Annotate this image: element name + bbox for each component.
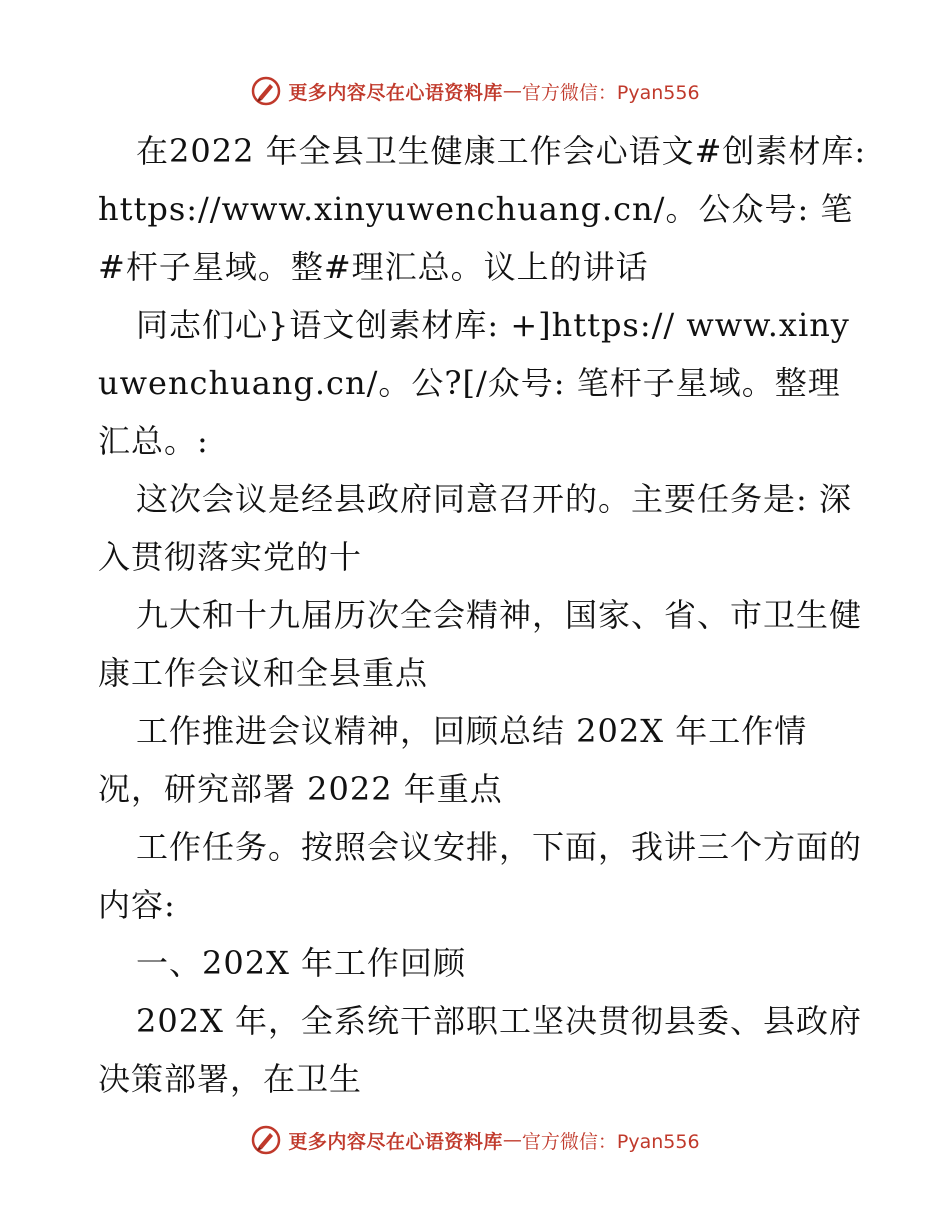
paragraph: 这次会议是经县政府同意召开的。主要任务是: 深入贯彻落实党的十	[98, 480, 852, 576]
footer-banner	[0, 1120, 950, 1160]
banner-contact: 官方微信：Pyan556	[521, 81, 700, 104]
header-banner	[0, 71, 950, 111]
section-heading: 一、202X 年工作回顾	[136, 944, 467, 982]
pen-logo-icon	[250, 1124, 282, 1156]
paragraph-title: 在2022 年全县卫生健康工作会心语文#创素材库: https://www.xinyuwenchuang.cn/。公众号: 笔#杆子星域。整#理汇总。议上的讲话	[98, 132, 867, 286]
paragraph: 工作任务。按照会议安排，下面，我讲三个方面的内容:	[98, 828, 863, 924]
banner-separator: —	[502, 80, 522, 102]
paragraph: 202X 年，全系统干部职工坚决贯彻县委、县政府决策部署，在卫生	[98, 1002, 863, 1098]
banner-contact: 官方微信：Pyan556	[521, 1130, 700, 1153]
document-body	[98, 122, 868, 1108]
banner-text: 更多内容尽在心语资料库	[288, 81, 503, 104]
paragraph-greeting: 同志们心}语文创素材库: +]https:// www.xinyuwenchuang.cn/。公?[/众号: 笔杆子星域。整理汇总。:	[98, 306, 850, 460]
pen-logo-icon	[250, 75, 282, 107]
banner-separator: —	[502, 1129, 522, 1151]
paragraph: 九大和十九届历次全会精神，国家、省、市卫生健康工作会议和全县重点	[98, 596, 863, 692]
banner-text: 更多内容尽在心语资料库	[288, 1130, 503, 1153]
paragraph: 工作推进会议精神，回顾总结 202X 年工作情况，研究部署 2022 年重点	[98, 712, 808, 808]
